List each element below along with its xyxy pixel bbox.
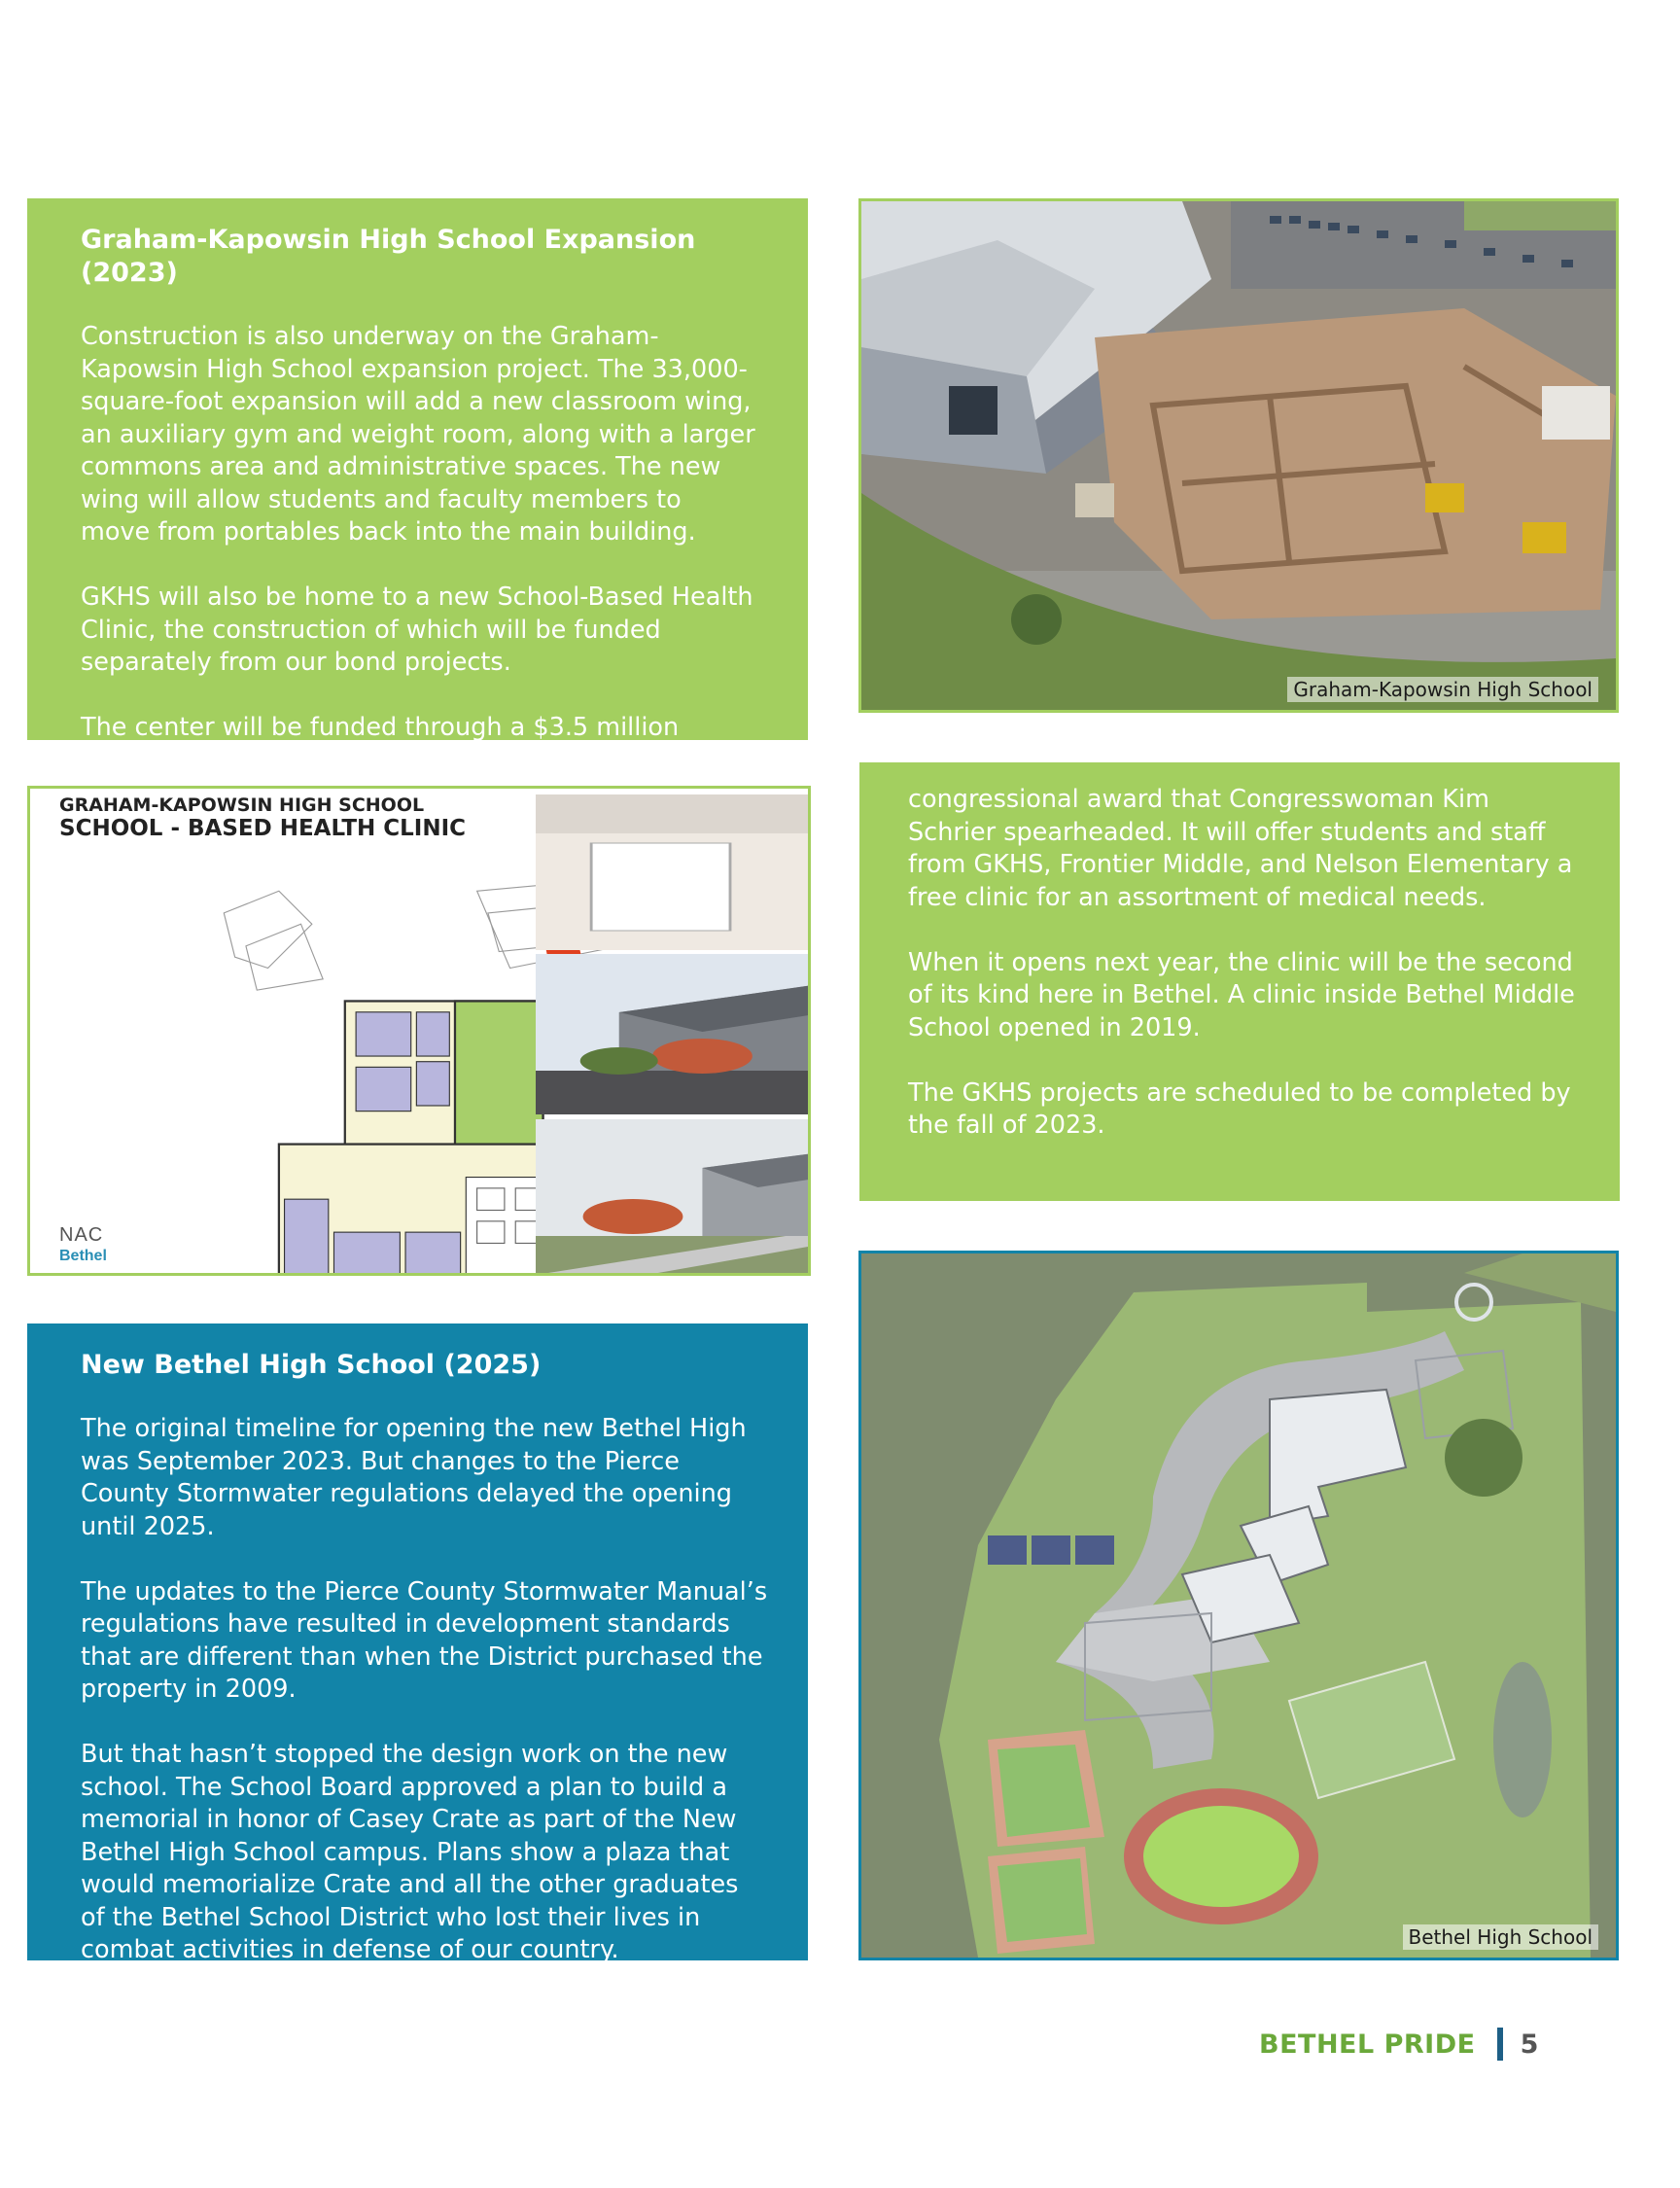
exterior-render-2-icon xyxy=(536,1119,811,1275)
gkhs-continued-paragraph-1: congressional award that Congresswoman Kim Schrier spearheaded. It will offer students and staff from GKHS, Frontier Middle, and Nelson Elementary a free clinic for an assortment of medical needs. xyxy=(908,785,1573,912)
gkhs-expansion-title: Graham-Kapowsin High School Expansion (2023) xyxy=(81,225,696,288)
clinic-heading-clinic: SCHOOL - BASED HEALTH CLINIC xyxy=(59,816,467,841)
gkhs-paragraph-3: The center will be funded through a $3.5 million xyxy=(81,713,680,742)
footer-brand: BETHEL PRIDE xyxy=(1259,2029,1476,2060)
bethel-logo: Bethel xyxy=(59,1248,107,1264)
bethel-site-plan xyxy=(858,1251,1619,1960)
gkhs-paragraph-2: GKHS will also be home to a new School-Based Health Clinic, the construction of which will be funded separately from our bond projects. xyxy=(81,582,753,677)
gkhs-aerial-photo xyxy=(858,198,1619,713)
gkhs-continued-paragraph-2: When it opens next year, the clinic will be the second of its kind here in Bethel. A clinic inside Bethel Middle School opened in 2019. xyxy=(908,947,1575,1042)
site-plan-map-icon xyxy=(861,1253,1616,1958)
gkhs-expansion-box xyxy=(27,198,808,740)
page-number: 5 xyxy=(1520,2029,1539,2060)
gkhs-photo-caption: Graham-Kapowsin High School xyxy=(1287,677,1598,702)
health-clinic-graphic xyxy=(27,786,811,1276)
clinic-heading-school: GRAHAM-KAPOWSIN HIGH SCHOOL xyxy=(59,794,425,816)
reception-render-icon xyxy=(536,794,811,950)
bethel-high-title: New Bethel High School (2025) xyxy=(81,1350,542,1380)
bethel-high-box xyxy=(27,1323,808,1964)
footer-divider xyxy=(1497,2028,1503,2061)
nac-logo: NAC xyxy=(59,1224,104,1246)
bethel-high-paragraph-3: But that hasn’t stopped the design work on the new school. The School Board approved a plan to build a memorial in honor of Casey Crate as part of the New Bethel High School campus. Plans show a plaza that would memorialize Crate and all the other graduates of the Bethel School District who lost their lives in combat activities in defense of our country. xyxy=(81,1740,739,1964)
gkhs-continued-paragraph-3: The GKHS projects are scheduled to be completed by the fall of 2023. xyxy=(908,1077,1571,1140)
gkhs-paragraph-1: Construction is also underway on the Graham-Kapowsin High School expansion project. The 33,000-square-foot expansion will add a new classroom wing, an auxiliary gym and weight room, along with a larger commons area and administrative spaces. The new wing will allow students and faculty members to move from portables back into the main building. xyxy=(81,322,755,547)
page-footer xyxy=(1259,2027,1538,2062)
gkhs-continued-box xyxy=(859,762,1620,1201)
exterior-render-icon xyxy=(536,954,811,1114)
bethel-high-paragraph-1: The original timeline for opening the new Bethel High was September 2023. But changes to the Pierce County Stormwater regulations delayed the opening until 2025. xyxy=(81,1414,747,1541)
bethel-high-paragraph-2: The updates to the Pierce County Stormwater Manual’s regulations have resulted in development standards that are different than when the District purchased the property in 2009. xyxy=(81,1576,768,1704)
bethel-map-caption: Bethel High School xyxy=(1403,1924,1598,1950)
aerial-construction-photo-icon xyxy=(861,201,1616,710)
